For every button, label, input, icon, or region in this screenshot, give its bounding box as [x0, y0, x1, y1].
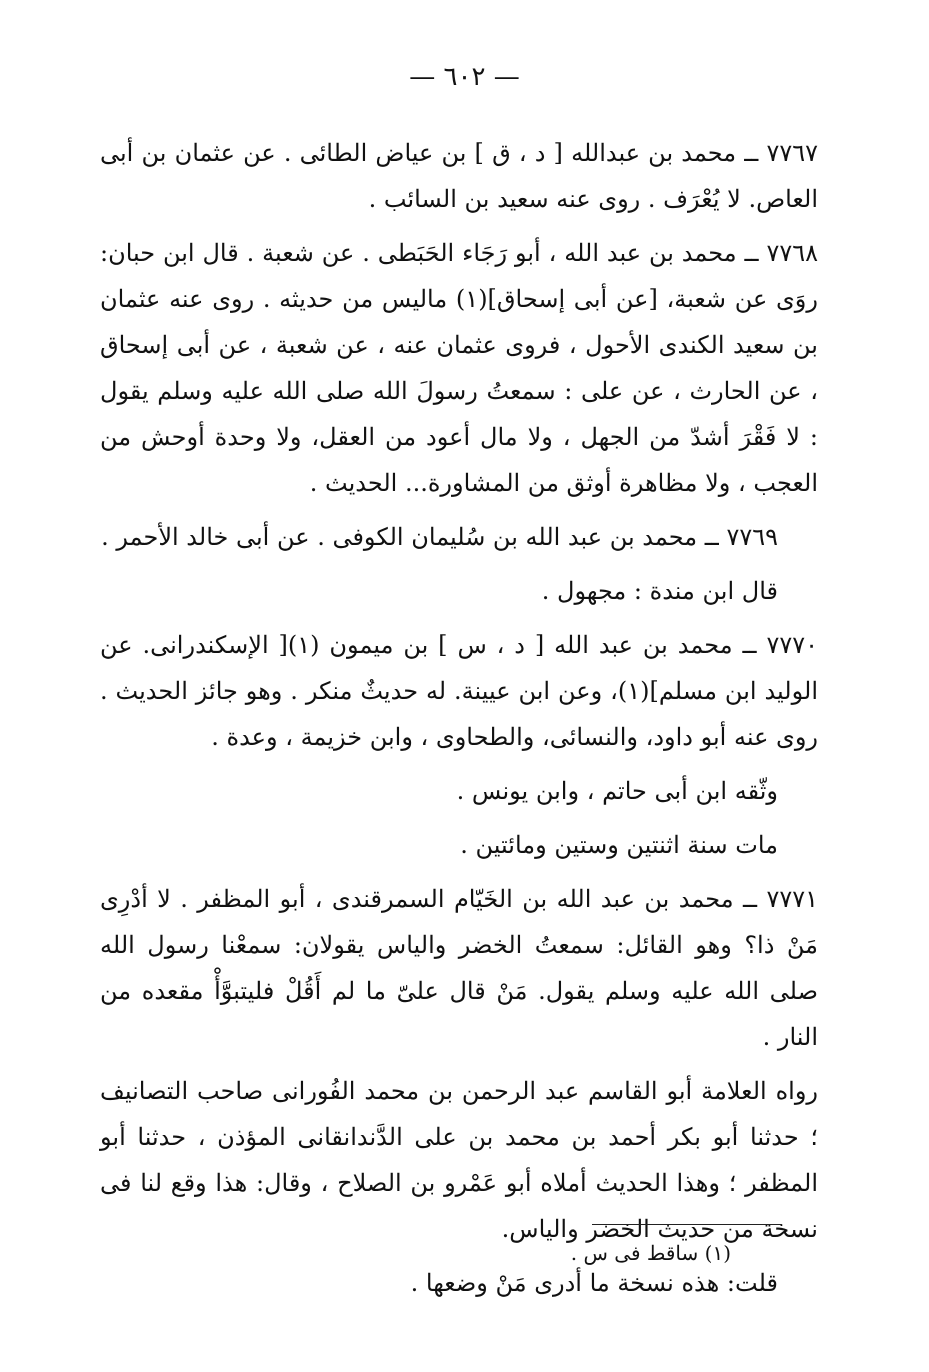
entry-7770: ٧٧٧٠ ــ محمد بن عبد الله [ د ، س ] بن ميمون (١)[ الإسكندرانى. عن الوليد ابن مسلم](١)، وعن ابن عيينة. له حديثٌ منكر . وهو جائز الحديث . روى عنه أبو داود، والنسائى، والطحاوى ، وابن خزيمة ، وعدة .: [100, 631, 819, 751]
entry-7771: ٧٧٧١ ــ محمد بن عبد الله بن الخَيّام السمرقندى ، أبو المظفر . لا أدْرِى مَنْ ذا؟ وهو القائل: سمعتُ الخضر والياس يقولان: سمعْنا رسول الله صلى الله عليه وسلم يقول. مَنْ قال علىّ ما لم أَقُلْ فليتبوَّأْ مقعده من النار .: [100, 885, 818, 1051]
entry-7770-note-1: وثّقه ابن أبى حاتم ، وابن يونس .: [456, 777, 778, 805]
entry-7770-note-2: مات سنة اثنتين وستين ومائتين .: [460, 831, 778, 859]
entry-7769-note: قال ابن مندة : مجهول .: [541, 577, 778, 605]
entry-7771-narration: رواه العلامة أبو القاسم عبد الرحمن بن محمد الفُورانى صاحب التصانيف ؛ حدثنا أبو بكر أحمد بن محمد بن على الدَّندانقانى المؤذن ، حدثنا أبو المظفر ؛ وهذا الحديث أملاه أبو عَمْرو بن الصلاح ، وقال: هذا وقع لنا فى نسخة من حديث الخضر والياس.: [100, 1077, 819, 1243]
footnote: (١) ساقط فى س .: [570, 1241, 731, 1265]
body-text: [100, 130, 818, 1314]
footnote-divider: [592, 1224, 782, 1225]
entry-7768: ٧٧٦٨ ــ محمد بن عبد الله ، أبو رَجَاء الحَبَطى . عن شعبة . قال ابن حبان: روَى عن شعبة، [عن أبى إسحاق](١) ماليس من حديثه . روى عنه عثمان بن سعيد الكندى الأحول ، فروى عثمان عنه ، عن شعبة ، عن أبى إسحاق ، عن الحارث ، عن على : سمعتُ رسولَ الله صلى الله عليه وسلم يقول : لا فَقْرَ أشدّ من الجهل ، ولا مال أعود من العقل، ولا وحدة أوحش من العجب ، ولا مظاهرة أوثق من المشاورة... الحديث .: [100, 239, 818, 497]
entry-7769: ٧٧٦٩ ــ محمد بن عبد الله بن سُليمان الكوفى . عن أبى خالد الأحمر .: [101, 523, 778, 551]
entry-7771-comment: قلت: هذه نسخة ما أدرى مَنْ وضعها .: [410, 1269, 778, 1297]
entry-7767: ٧٧٦٧ ــ محمد بن عبدالله [ د ، ق ] بن عياض الطائى . عن عثمان بن أبى العاص. لا يُعْرَف . روى عنه سعيد بن السائب .: [100, 139, 818, 213]
page-number: — ٦٠٢ —: [409, 62, 520, 92]
